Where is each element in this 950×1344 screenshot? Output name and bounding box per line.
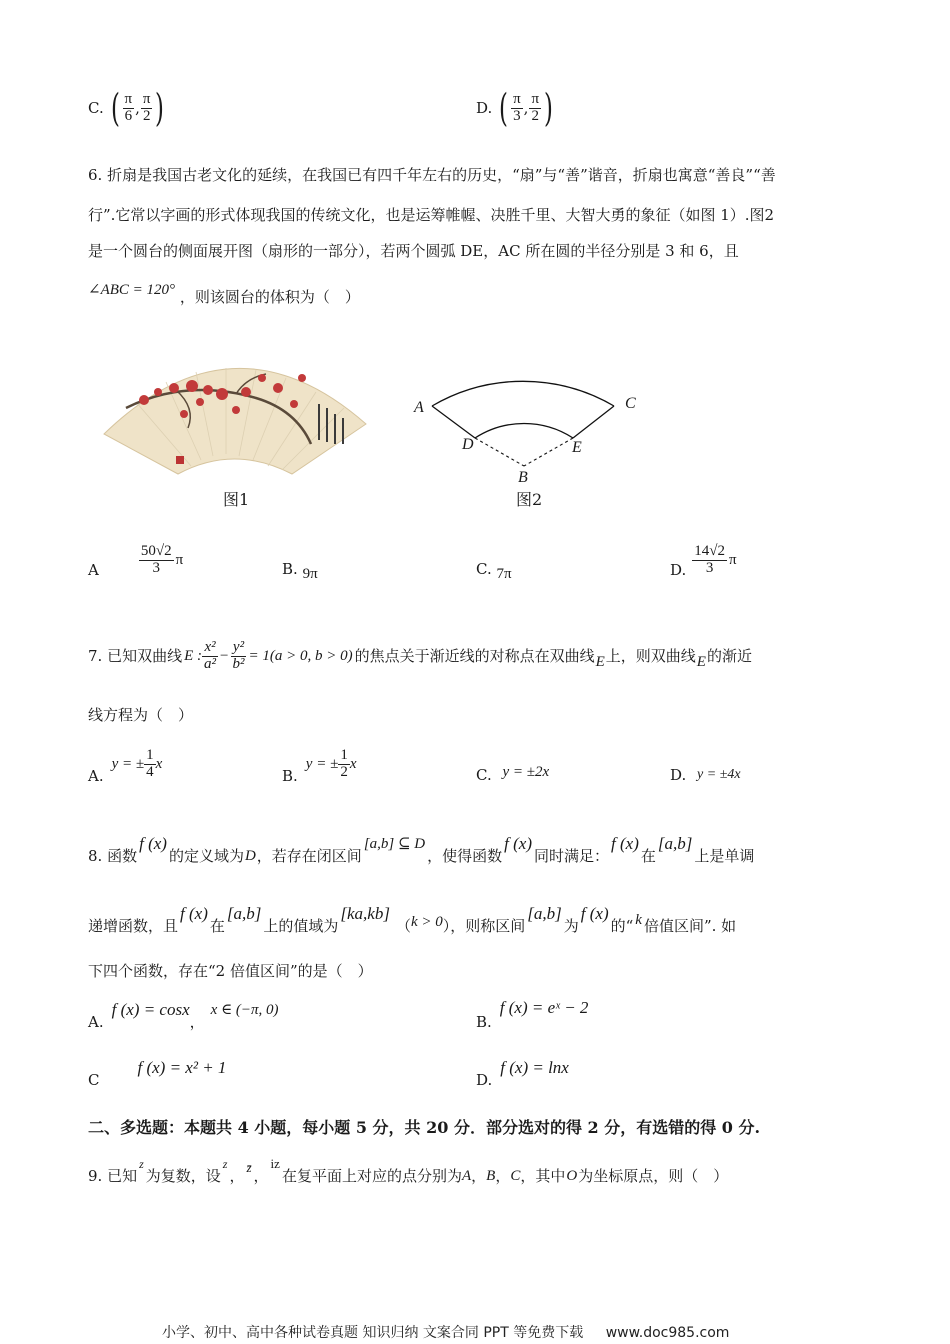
- q8-line3: 下四个函数，存在“2 倍值区间”的是（ ）: [88, 962, 373, 980]
- interval: ( $\frac{\pi}{6}$ , $\frac{\pi}{2}$ ): [110, 86, 165, 130]
- label-d: D: [462, 436, 474, 453]
- option-label: D.: [670, 766, 687, 784]
- q8-option-d: D. f (x) = lnx: [476, 1058, 569, 1089]
- label-e: E: [572, 439, 582, 456]
- q8-option-a: A. f (x) = cosx ， x ∈ (−π, 0): [88, 1000, 279, 1031]
- q6-option-c: C. 7π: [476, 560, 512, 582]
- q7-option-d: D. y = ±4x: [670, 766, 741, 784]
- option-label: A: [88, 560, 99, 579]
- q6-option-d: D. $\frac{14√2}{3}$ π: [670, 542, 737, 579]
- label-c: C: [625, 395, 636, 412]
- option-d-prev: [476, 86, 556, 130]
- q7-line2: 线方程为（ ）: [88, 706, 194, 724]
- q7-option-c: C. y = ±2x: [476, 764, 550, 784]
- option-label: D.: [670, 560, 687, 579]
- fraction: $\frac{14√2}{3}$: [694, 542, 725, 576]
- label-a: A: [414, 399, 424, 416]
- q8-line2: 递增函数，且 f (x) 在 [a,b] 上的值域为 [ka,kb] （ k > 0 ），则称区间 [a,b] 为 f (x) 的“ k 倍值区间”. 如: [88, 904, 737, 935]
- footer-text: 小学、初中、高中各种试卷真题 知识归纳 文案合同 PPT 等免费下载 www.doc985.com: [162, 1325, 730, 1341]
- hyperbola-equation: E : $\frac{\text{x²}}{\text{a²}}$ − $\frac{\text{y²}}{\text{b²}}$ = 1(a > 0, b > 0): [184, 638, 353, 672]
- option-label: C.: [476, 560, 492, 578]
- q8-option-b: B. f (x) = eˣ − 2: [476, 998, 589, 1031]
- q6-line2: 行”.它常以字画的形式体现我国的传统文化，也是运筹帷幄、决胜千里、大智大勇的象征（如图 1）.图2: [88, 206, 775, 224]
- segment-eb: [524, 438, 573, 466]
- fraction: $\frac{50√2}{3}$: [140, 542, 172, 576]
- q6-line1: 6. 折扇是我国古老文化的延续，在我国已有四千年左右的历史，“扇”与“善”谐音，折扇也寓意“善良”“善: [88, 166, 776, 184]
- q8-line1: 8. 函数 f (x) 的定义域为 D ，若存在闭区间 [a,b] ⊆ D ，使得函数 f (x) 同时满足： f (x) 在 [a,b] 上是单调: [88, 834, 755, 865]
- option-label: B.: [282, 560, 298, 578]
- option-label: B.: [282, 766, 298, 785]
- q6-option-b: B. 9π: [282, 560, 318, 582]
- figure-2-caption: 图2: [516, 490, 543, 509]
- figure-1-caption: 图1: [223, 490, 250, 509]
- figure-1-fan: [96, 348, 372, 478]
- arc-de: [475, 423, 573, 438]
- q6-option-a: A $\frac{50√2}{3}$ π: [88, 542, 184, 579]
- option-label: A.: [88, 1013, 104, 1031]
- option-label: A.: [88, 766, 104, 785]
- q6-line3: 是一个圆台的侧面展开图（扇形的一部分），若两个圆弧 DE，AC 所在圆的半径分别是 3 和 6，且: [88, 242, 739, 260]
- section-2-heading: 二、多选题：本题共 4 小题，每小题 5 分，共 20 分．部分选对的得 2 分，有选错的得 0 分.: [88, 1118, 761, 1137]
- segment-ce: [573, 406, 614, 438]
- interval: ( $\frac{\pi}{3}$ , $\frac{\pi}{2}$ ): [499, 86, 553, 130]
- option-label: C: [88, 1071, 100, 1089]
- q8-option-c: C f (x) = x² + 1: [88, 1058, 227, 1089]
- option-label: B.: [476, 1013, 492, 1031]
- option-label: D.: [476, 1071, 493, 1089]
- option-label: D.: [476, 98, 493, 117]
- option-label: C.: [476, 766, 492, 784]
- q9-line1: 9. 已知 z 为复数，设 z ， z̄ ， iz 在复平面上对应的点分别为 A ， B ， C ，其中 O 为坐标原点，则（ ）: [88, 1156, 729, 1185]
- arc-ac: [432, 381, 614, 406]
- q7-option-a: A. y = ± $\frac{1}{4}$ x: [88, 746, 163, 785]
- segment-db: [475, 438, 524, 466]
- segment-ad: [432, 406, 475, 438]
- option-label: C.: [88, 98, 104, 117]
- label-b: B: [518, 469, 528, 486]
- q6-line4: ∠ABC = 120° ，则该圆台的体积为（ ）: [88, 282, 360, 306]
- footer-site-link[interactable]: www.doc985.com: [605, 1325, 730, 1341]
- q7-option-b: B. y = ± $\frac{1}{2}$ x: [282, 746, 357, 785]
- figure-2-sector: [404, 346, 654, 488]
- q7-line1: 7. 已知双曲线 E : $\frac{\text{x²}}{\text{a²}}$ − $\frac{\text{y²}}{\text{b²}}$ = 1(a > 0, b > 0) 的焦点关于渐近线的对称点在双曲线 E 上，则双曲线 E 的渐近: [88, 638, 752, 672]
- option-c-prev: [88, 86, 167, 130]
- angle-expression: ∠ABC = 120°: [88, 282, 176, 298]
